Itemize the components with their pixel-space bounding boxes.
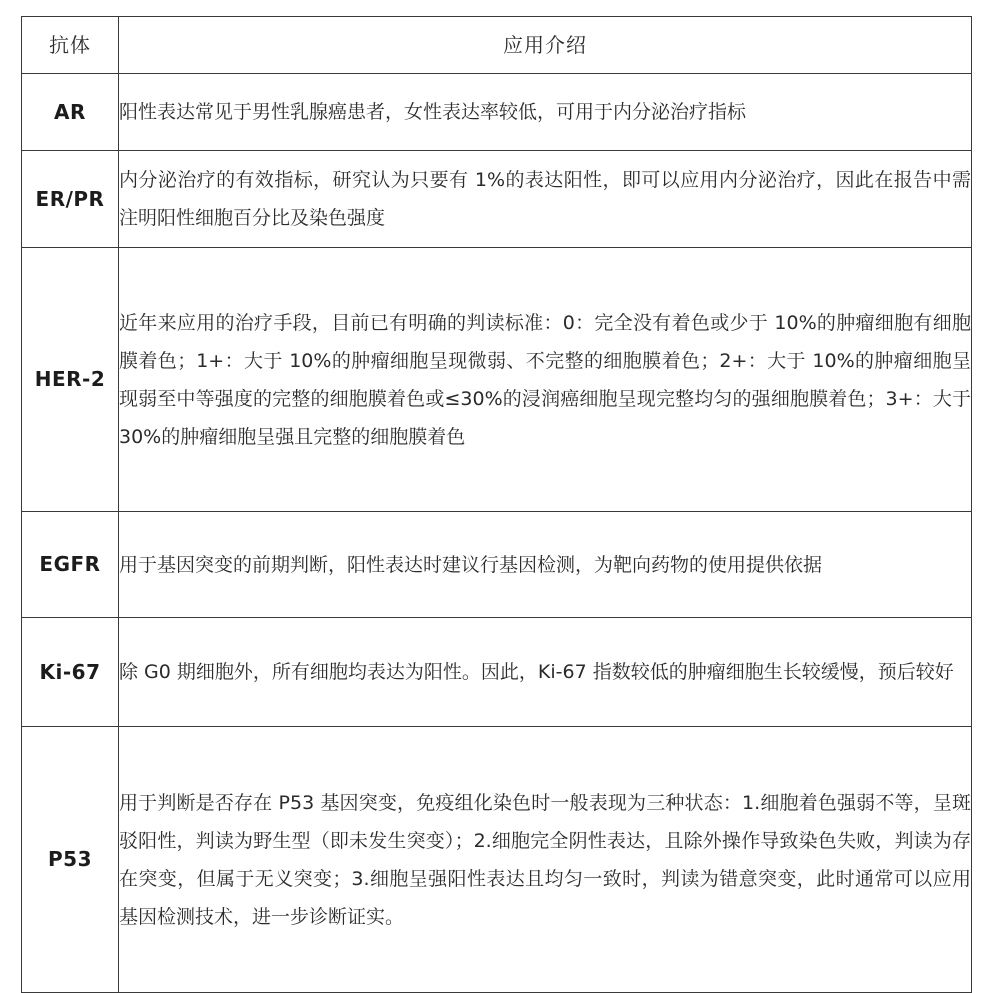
table-row — [22, 512, 972, 618]
table-row — [22, 74, 972, 151]
table-body — [22, 74, 972, 993]
antibody-application-table — [21, 16, 972, 993]
antibody-description-her2-text: 近年来应用的治疗手段，目前已有明确的判读标准：0：完全没有着色或少于 10%的肿瘤细胞有细胞膜着色；1+：大于 10%的肿瘤细胞呈现微弱、不完整的细胞膜着色；2+：大于 10%的肿瘤细胞呈现弱至中等强度的完整的细胞膜着色或≤30%的浸润癌细胞呈现完整均匀的强细胞膜着色；3+：大于 30%的肿瘤细胞呈强且完整的细胞膜着色 — [119, 311, 971, 448]
antibody-description-ki67-text: 除 G0 期细胞外，所有细胞均表达为阳性。因此，Ki-67 指数较低的肿瘤细胞生长较缓慢，预后较好 — [119, 661, 954, 683]
antibody-description-p53-text: 用于判断是否存在 P53 基因突变，免疫组化染色时一般表现为三种状态：1.细胞着色强弱不等，呈斑驳阳性，判读为野生型（即未发生突变）；2.细胞完全阴性表达，且除外操作导致染色失败，判读为存在突变，但属于无义突变；3.细胞呈强阳性表达且均匀一致时，判读为错意突变，此时通常可以应用基因检测技术，进一步诊断证实。 — [119, 791, 971, 928]
antibody-name-p53: P53 — [22, 727, 119, 993]
antibody-table-container — [21, 16, 971, 993]
antibody-name-ar: AR — [22, 74, 119, 151]
column-header-description-label: 应用介绍 — [503, 33, 587, 57]
table-row — [22, 618, 972, 727]
table-header — [22, 17, 972, 74]
antibody-name-her2: HER-2 — [22, 248, 119, 512]
antibody-name-ki67: Ki-67 — [22, 618, 119, 727]
antibody-description-ar-text: 阳性表达常见于男性乳腺癌患者，女性表达率较低，可用于内分泌治疗指标 — [119, 101, 747, 123]
table-row — [22, 151, 972, 248]
column-header-description — [119, 17, 972, 74]
antibody-description-erpr-text: 内分泌治疗的有效指标，研究认为只要有 1%的表达阳性，即可以应用内分泌治疗，因此在报告中需注明阳性细胞百分比及染色强度 — [119, 169, 971, 229]
antibody-description-ar — [119, 74, 972, 151]
column-header-antibody — [22, 17, 119, 74]
table-row — [22, 248, 972, 512]
antibody-description-egfr — [119, 512, 972, 618]
antibody-name-egfr: EGFR — [22, 512, 119, 618]
antibody-description-p53 — [119, 727, 972, 993]
antibody-description-erpr — [119, 151, 972, 248]
table-row — [22, 727, 972, 993]
antibody-description-ki67 — [119, 618, 972, 727]
antibody-description-her2 — [119, 248, 972, 512]
antibody-name-erpr: ER/PR — [22, 151, 119, 248]
antibody-description-egfr-text: 用于基因突变的前期判断，阳性表达时建议行基因检测，为靶向药物的使用提供依据 — [119, 553, 823, 576]
column-header-antibody-label: 抗体 — [49, 33, 91, 57]
table-header-row — [22, 17, 972, 74]
